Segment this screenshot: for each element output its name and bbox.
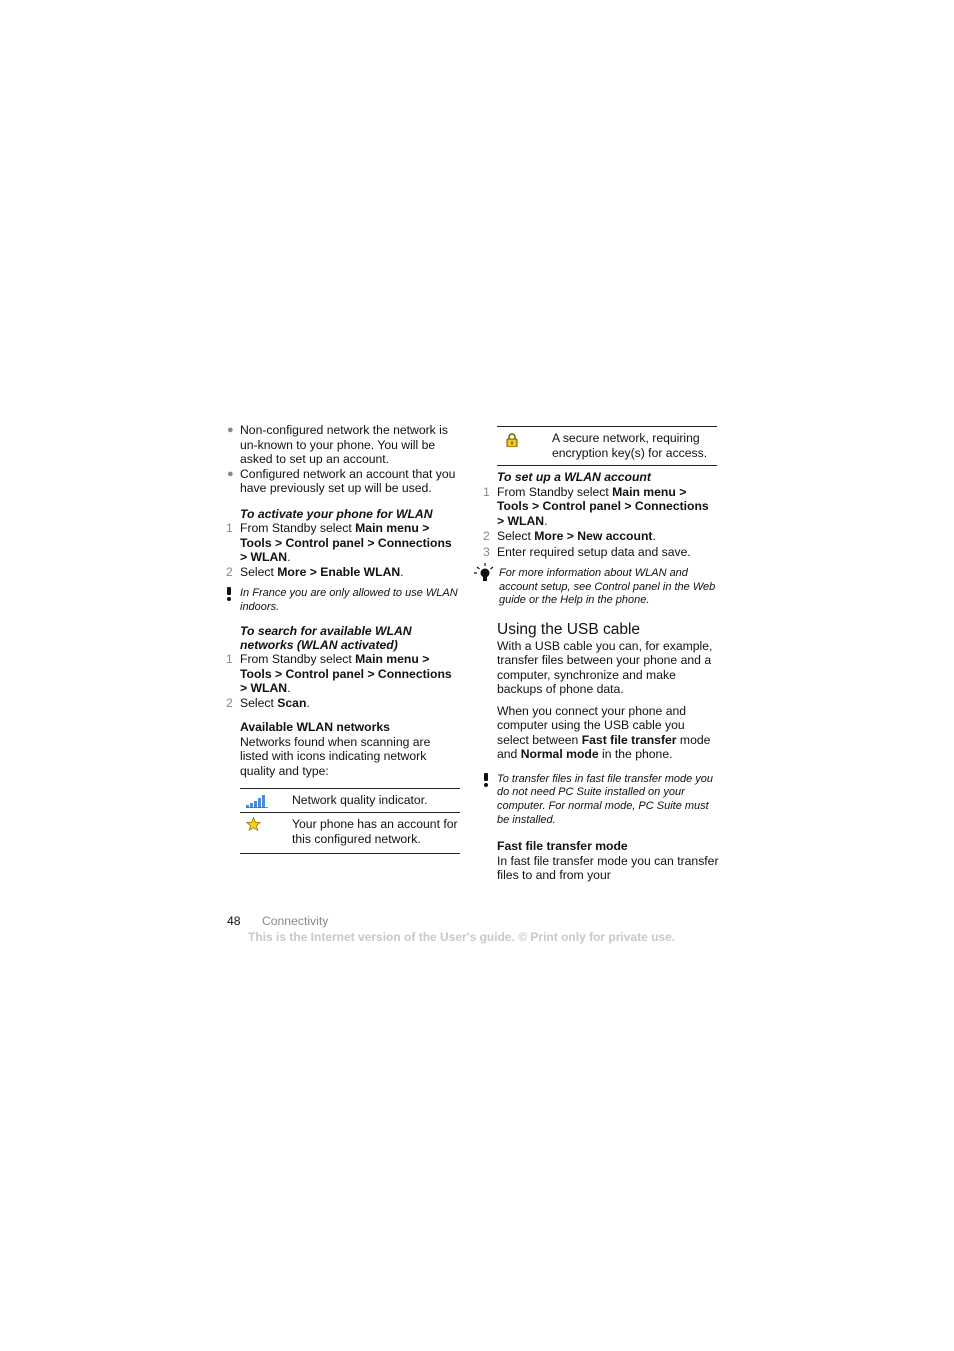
table-row: [497, 427, 717, 466]
activate-step-2: 2 Select More > Enable WLAN.: [226, 564, 404, 579]
usb-section-title: Using the USB cable: [497, 620, 641, 638]
lightbulb-icon: [474, 563, 496, 588]
bullet-configured: ● Configured network an account that you have previously set up will be used.: [227, 466, 456, 495]
search-heading: To search for available WLAN networks (WLAN activated): [240, 624, 412, 652]
setup-heading: To set up a WLAN account: [497, 470, 651, 484]
section-name: Connectivity: [261, 914, 329, 928]
available-heading: Available WLAN networks: [240, 720, 390, 735]
page-number: 48: [227, 914, 241, 928]
bullet-non-configured: ● Non-configured network the network is un-known to your phone. You will be asked to set up an account.: [227, 423, 448, 466]
fast-transfer-heading: Fast file transfer mode: [497, 839, 628, 854]
security-icon-table: [497, 426, 717, 466]
table-row: [240, 813, 460, 854]
setup-step-1: 1 From Standby select Main menu > Tools > Control panel > Connections > WLAN.: [483, 484, 709, 528]
bullet-dot: ●: [227, 424, 234, 436]
setup-step-2: 2 Select More > New account.: [483, 529, 656, 543]
setup-step-3: 3 Enter required setup data and save.: [483, 544, 691, 559]
fast-transfer-text: In fast file transfer mode you can transfer files to and from your: [497, 853, 719, 883]
activate-step-1: 1 From Standby select Main menu > Tools > Control panel > Connections > WLAN.: [226, 521, 452, 564]
padlock-icon: [497, 427, 552, 466]
table-row: [240, 789, 460, 813]
right-column: [483, 426, 719, 883]
internet-version-disclaimer: This is the Internet version of the User's guide. © Print only for private use.: [248, 930, 676, 944]
exclamation-icon: [483, 773, 489, 792]
table-cell: A secure network, requiring encryption key(s) for access.: [552, 431, 708, 460]
left-column: [226, 423, 462, 854]
network-icon-table: [240, 788, 460, 854]
table-cell: Your phone has an account for this configured network.: [292, 817, 458, 846]
signal-bars-icon: [240, 789, 292, 813]
bullet-dot: ●: [227, 467, 234, 480]
exclamation-icon: [226, 587, 232, 606]
available-text: Networks found when scanning are listed with icons indicating network quality and type:: [240, 734, 431, 778]
usb-paragraph-2: When you connect your phone and computer using the USB cable you select between Fast file transfer mode and Normal mode in the phone.: [497, 703, 711, 762]
search-step-2: 2 Select Scan.: [226, 695, 310, 710]
search-step-1: 1 From Standby select Main menu > Tools > Control panel > Connections > WLAN.: [226, 652, 452, 696]
note-transfer: To transfer files in fast file transfer mode you do not need PC Suite installed on your computer. For normal mode, PC Suite must be installed.: [483, 773, 719, 827]
note-france: In France you are only allowed to use WLAN indoors.: [226, 587, 462, 614]
star-icon: [240, 813, 292, 854]
activate-heading: To activate your phone for WLAN: [240, 506, 433, 521]
tip-wlan-info: For more information about WLAN and account setup, see Control panel in the Web guide or the Help in the phone.: [483, 567, 719, 608]
table-cell: Network quality indicator.: [292, 793, 428, 808]
page-footer: [227, 914, 328, 929]
usb-paragraph-1: With a USB cable you can, for example, transfer files between your phone and a computer, synchronize and make backups of phone data.: [497, 638, 713, 697]
